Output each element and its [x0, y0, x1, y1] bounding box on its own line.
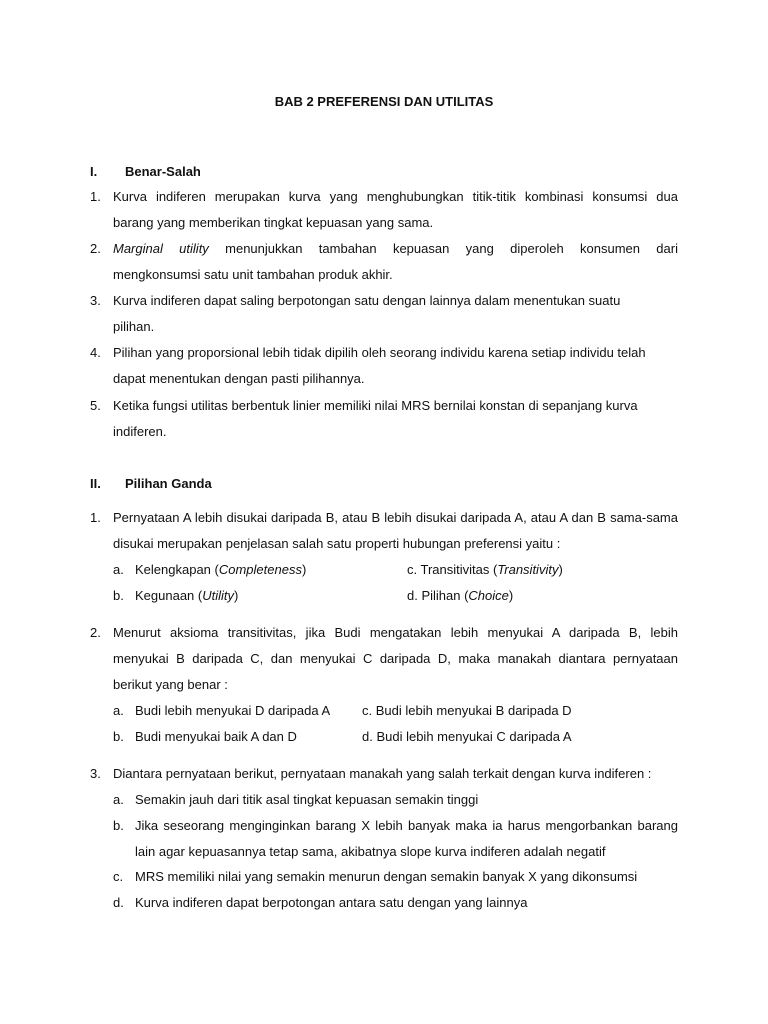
tf-item-3-line-2: pilihan.: [113, 319, 155, 334]
chapter-title: BAB 2 PREFERENSI DAN UTILITAS: [274, 94, 494, 109]
option-text-part: d. Pilihan (: [407, 588, 469, 603]
mc-q1-option-d: [407, 587, 513, 605]
mc-question-2-line-1: Menurut aksioma transitivitas, jika Budi mengatakan lebih menyukai A daripada B, lebih: [113, 625, 678, 640]
option-text-part: ): [508, 588, 514, 603]
option-italic-term: Utility: [202, 588, 235, 603]
mc-q2-option-d: d. Budi lebih menyukai C daripada A: [362, 729, 572, 744]
mc-question-1-number: 1.: [90, 510, 101, 525]
tf-item-3: [90, 292, 678, 310]
option-letter: c.: [113, 869, 124, 884]
mc-question-2-line-3: berikut yang benar :: [113, 677, 228, 692]
mc-question-1: [90, 509, 678, 527]
option-italic-term: Choice: [468, 588, 509, 603]
mc-q2-option-c: c. Budi lebih menyukai B daripada D: [362, 703, 572, 718]
tf-item-5: [90, 397, 678, 415]
tf-item-2: [90, 240, 678, 258]
option-letter: b.: [113, 818, 124, 833]
section-2-title: Pilihan Ganda: [125, 476, 212, 491]
section-1-title: Benar-Salah: [125, 164, 201, 179]
option-text: [135, 587, 238, 605]
tf-item-1-line-2: barang yang memberikan tingkat kepuasan yang sama.: [113, 215, 434, 230]
tf-item-4-line-1: Pilihan yang proporsional lebih tidak dipilih oleh seorang individu karena setiap individu telah: [113, 345, 646, 360]
option-letter: b.: [113, 588, 124, 603]
tf-item-3-line-1: Kurva indiferen dapat saling berpotongan satu dengan lainnya dalam menentukan suatu: [113, 293, 621, 308]
option-italic-term: Completeness: [218, 562, 302, 577]
option-text: MRS memiliki nilai yang semakin menurun dengan semakin banyak X yang dikonsumsi: [135, 869, 638, 884]
option-letter: a.: [113, 562, 124, 577]
option-text-part: Kegunaan (: [135, 588, 203, 603]
tf-item-5-line-1: Ketika fungsi utilitas berbentuk linier memiliki nilai MRS bernilai konstan di sepanjang kurva: [113, 398, 638, 413]
section-1-number: I.: [90, 164, 98, 179]
mc-question-3-line-1: Diantara pernyataan berikut, pernyataan manakah yang salah terkait dengan kurva indiferen :: [113, 766, 652, 781]
option-text: Budi menyukai baik A dan D: [135, 729, 297, 744]
option-letter: d.: [113, 895, 124, 910]
tf-item-3-number: 3.: [90, 293, 101, 308]
option-text-part: c. Transitivitas (: [407, 562, 498, 577]
mc-question-2-number: 2.: [90, 625, 101, 640]
option-letter: a.: [113, 792, 124, 807]
option-text-part: Kelengkapan (: [135, 562, 219, 577]
tf-item-4-number: 4.: [90, 345, 101, 360]
tf-item-1-line-1: Kurva indiferen merupakan kurva yang menghubungkan titik-titik kombinasi konsumsi dua: [113, 189, 678, 204]
tf-item-5-line-2: indiferen.: [113, 424, 167, 439]
option-text-line-1: Jika seseorang menginginkan barang X lebih banyak maka ia harus mengorbankan barang: [135, 818, 678, 833]
tf-item-1-number: 1.: [90, 189, 101, 204]
tf-item-2-line-1: [113, 240, 678, 258]
tf-item-4: [90, 344, 678, 362]
section-1-heading: [90, 164, 201, 179]
option-letter: a.: [113, 703, 124, 718]
tf-item-5-number: 5.: [90, 398, 101, 413]
mc-question-3-number: 3.: [90, 766, 101, 781]
tf-item-2-italic-term: Marginal utility: [113, 241, 209, 256]
mc-question-2: [90, 624, 678, 642]
option-text: Budi lebih menyukai D daripada A: [135, 703, 331, 718]
tf-item-2-number: 2.: [90, 241, 101, 256]
option-text-part: ): [234, 588, 239, 603]
option-letter: b.: [113, 729, 124, 744]
option-text: Semakin jauh dari titik asal tingkat kepuasan semakin tinggi: [135, 792, 479, 807]
section-2-number: II.: [90, 476, 101, 491]
mc-q3-option-b: [113, 817, 678, 835]
mc-q1-option-c: [407, 561, 563, 579]
option-text-part: ): [558, 562, 563, 577]
mc-question-1-line-1: Pernyataan A lebih disukai daripada B, atau B lebih disukai daripada A, atau A dan B sama-sama: [113, 510, 678, 525]
section-2-heading: [90, 476, 212, 491]
option-italic-term: Transitivity: [497, 562, 559, 577]
tf-item-4-line-2: dapat menentukan dengan pasti pilihannya.: [113, 371, 365, 386]
option-text: [135, 561, 306, 579]
option-text: Kurva indiferen dapat berpotongan antara satu dengan yang lainnya: [135, 895, 528, 910]
mc-question-3: [90, 765, 678, 783]
tf-item-2-line-1-rest: menunjukkan tambahan kepuasan yang diperoleh konsumen dari: [208, 241, 678, 256]
tf-item-1: [90, 188, 678, 206]
option-text-part: ): [301, 562, 307, 577]
mc-question-1-line-2: disukai merupakan penjelasan salah satu properti hubungan preferensi yaitu :: [113, 536, 561, 551]
tf-item-2-line-2: mengkonsumsi satu unit tambahan produk akhir.: [113, 267, 393, 282]
mc-question-2-line-2: menyukai B daripada C, dan menyukai C daripada D, maka manakah diantara pernyataan: [113, 651, 678, 666]
option-text-line-2: lain agar kepuasannya tetap sama, akibatnya slope kurva indiferen adalah negatif: [135, 844, 606, 859]
